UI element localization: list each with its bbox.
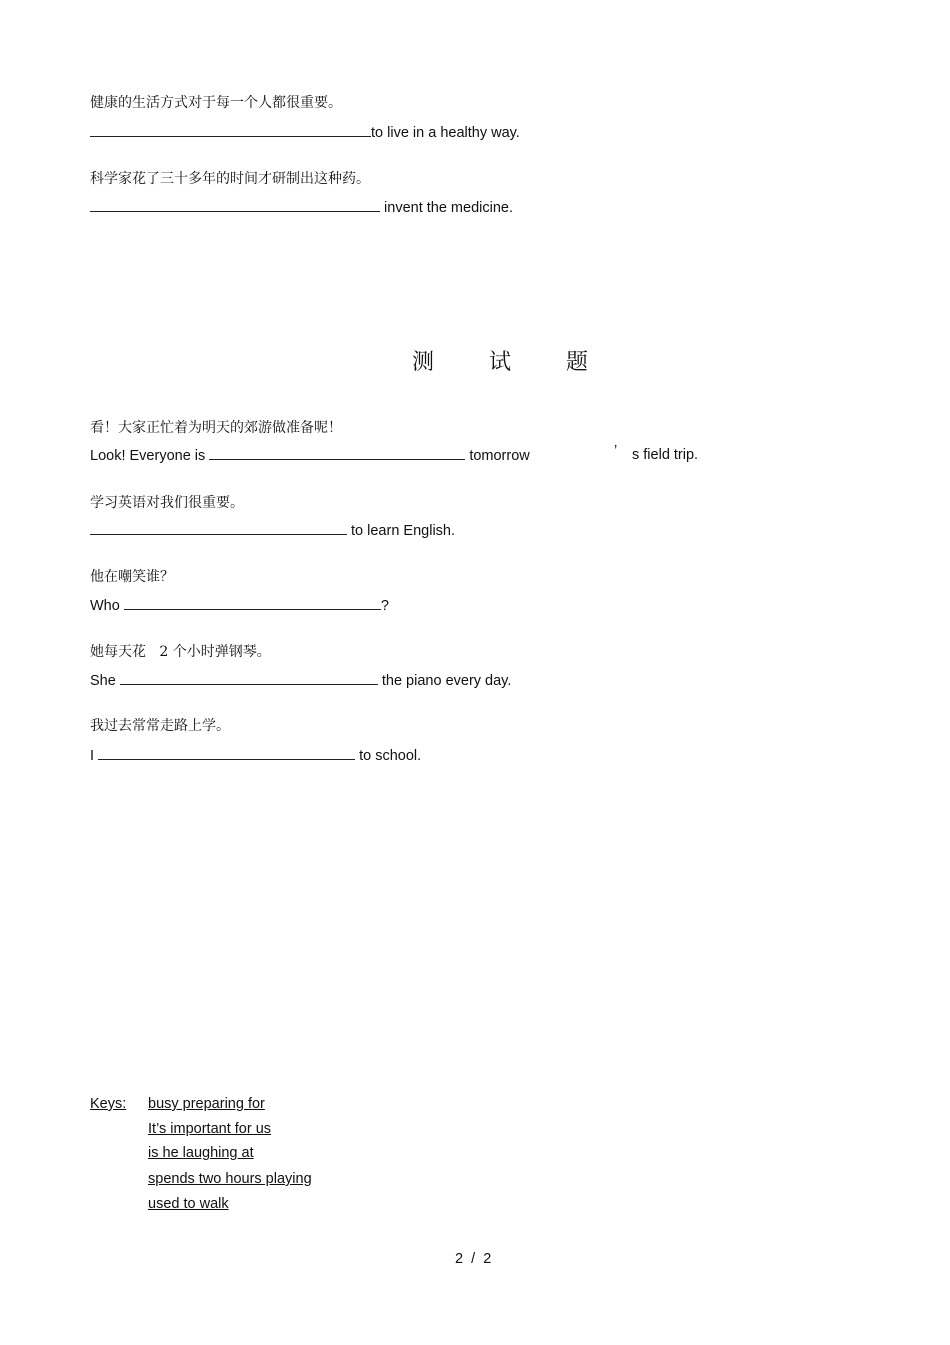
key-answer-3: is he laughing at — [148, 1145, 254, 1161]
test-item-3-chinese: 他在嘲笑谁？ — [90, 569, 174, 585]
exercise-1-chinese: 健康的生活方式对于每一个人都很重要。 — [90, 95, 342, 111]
key-answer-2: It’s important for us — [148, 1121, 272, 1137]
test-item-4-prefix: She — [90, 673, 120, 689]
test-item-3-suffix: ? — [380, 598, 389, 614]
test-item-4-english — [90, 671, 511, 690]
test-item-2-suffix: to learn English. — [347, 523, 456, 539]
test-item-1-english — [90, 446, 530, 465]
test-item-3-english — [90, 596, 389, 615]
answer-blank[interactable] — [124, 596, 381, 610]
apostrophe: ’ — [614, 443, 618, 459]
test-item-3-prefix: Who — [90, 598, 124, 614]
answer-blank[interactable] — [90, 123, 371, 137]
exercise-1-english — [90, 123, 520, 142]
key-answer-4: spends two hours playing — [148, 1171, 312, 1187]
exercise-2-chinese: 科学家花了三十多年的时间才研制出这种药。 — [90, 171, 370, 187]
test-item-2-chinese: 学习英语对我们很重要。 — [90, 495, 244, 511]
keys-label: Keys: — [90, 1096, 127, 1112]
test-item-4-chinese: 她每天花 2 个小时弹钢琴。 — [90, 644, 271, 660]
exercise-2-suffix: invent the medicine. — [380, 200, 513, 216]
test-item-5-suffix: to school. — [355, 748, 422, 764]
answer-blank[interactable] — [90, 198, 380, 212]
key-answer-5: used to walk — [148, 1196, 229, 1212]
exercise-2-english — [90, 198, 513, 217]
test-item-5-english — [90, 746, 421, 765]
test-item-1-suffix: s field trip. — [632, 447, 699, 463]
answer-blank[interactable] — [209, 446, 465, 460]
test-item-1-chinese: 看！大家正忙着为明天的郊游做准备呢！ — [90, 420, 342, 436]
test-title: 测 试 题 — [412, 350, 612, 375]
test-item-5-chinese: 我过去常常走路上学。 — [90, 718, 230, 734]
test-item-5-prefix: I — [90, 748, 99, 764]
test-item-4-suffix: the piano every day. — [377, 673, 512, 689]
test-item-1-mid: tomorrow — [465, 448, 530, 464]
test-item-1-prefix: Look! Everyone is — [90, 448, 210, 464]
exercise-1-suffix: to live in a healthy way. — [371, 125, 520, 141]
key-answer-1: busy preparing for — [148, 1096, 265, 1112]
test-item-2-english — [90, 521, 455, 540]
answer-blank[interactable] — [120, 671, 378, 685]
answer-blank[interactable] — [90, 521, 347, 535]
answer-blank[interactable] — [98, 746, 355, 760]
page-number: 2 / 2 — [455, 1251, 492, 1267]
